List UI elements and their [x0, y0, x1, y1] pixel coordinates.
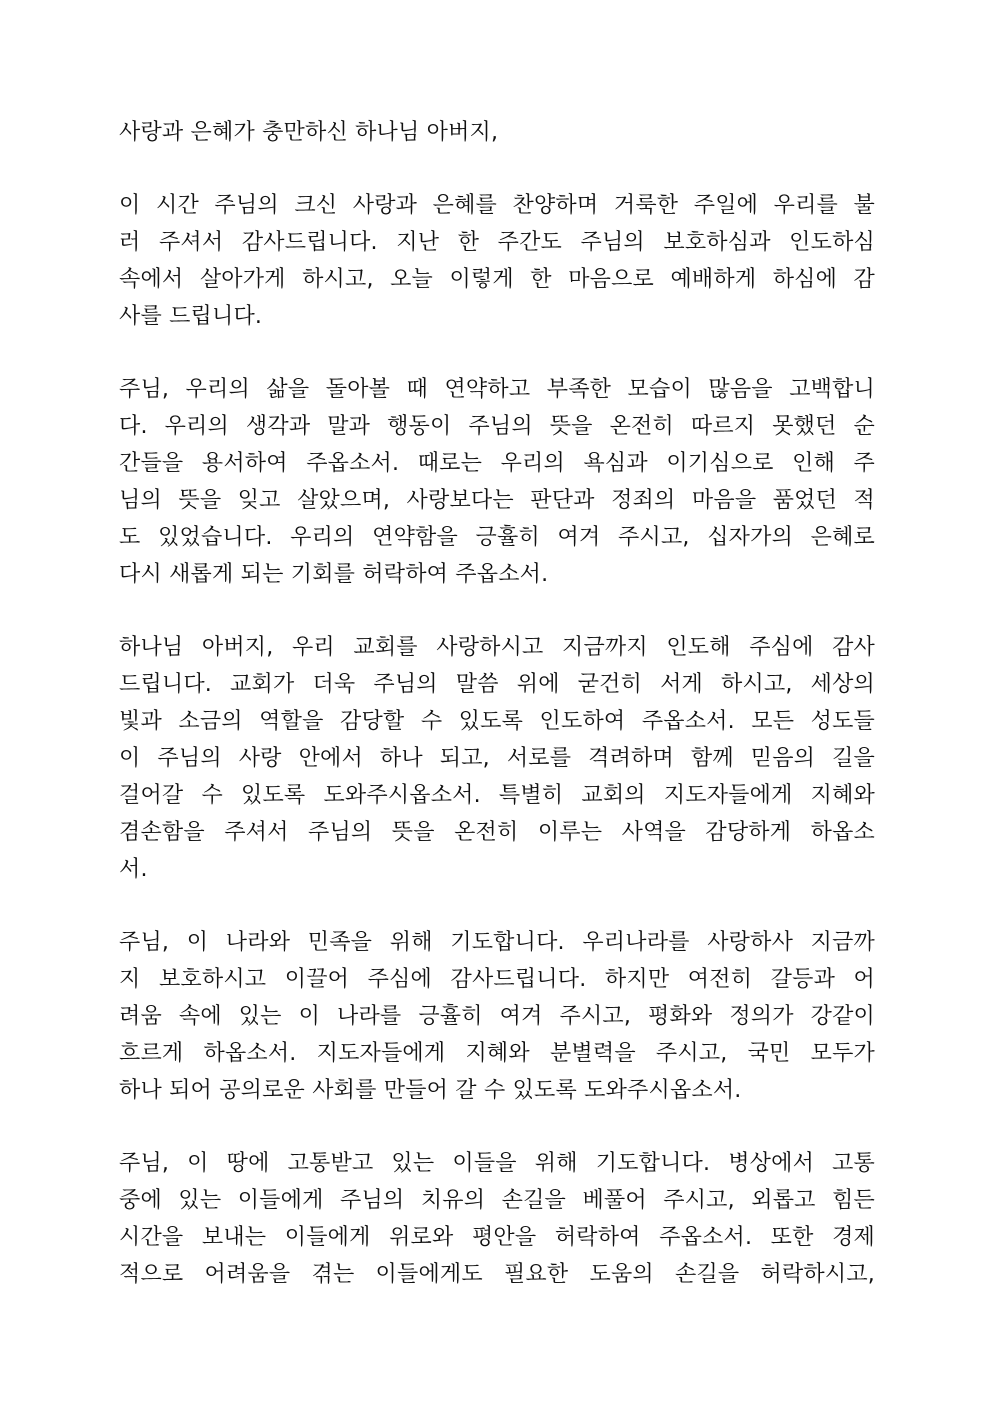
- paragraph-church: [119, 629, 875, 888]
- text-line: 다시 새롭게 되는 기회를 허락하여 주옵소서.: [119, 562, 549, 587]
- text-line: 님의 뜻을 잊고 살았으며, 사랑보다는 판단과 정죄의 마음을 품었던 적: [119, 488, 875, 513]
- text-line: 주님, 이 땅에 고통받고 있는 이들을 위해 기도합니다. 병상에서 고통: [119, 1151, 875, 1176]
- paragraph-confession: [119, 371, 875, 593]
- greeting-line: 사랑과 은혜가 충만하신 하나님 아버지,: [119, 120, 499, 145]
- text-line: 적으로 어려움을 겪는 이들에게도 필요한 도움의 손길을 허락하시고,: [119, 1262, 875, 1287]
- paragraph-suffering: [119, 1145, 875, 1293]
- paragraph-thanksgiving: [119, 187, 875, 335]
- paragraph-nation: [119, 924, 875, 1109]
- text-line: 이 시간 주님의 크신 사랑과 은혜를 찬양하며 거룩한 주일에 우리를 불: [119, 193, 875, 218]
- text-line: 러 주셔서 감사드립니다. 지난 한 주간도 주님의 보호하심과 인도하심: [119, 230, 875, 255]
- text-line: 시간을 보내는 이들에게 위로와 평안을 허락하여 주옵소서. 또한 경제: [119, 1225, 875, 1250]
- prayer-text: [119, 114, 875, 1329]
- text-line: 흐르게 하옵소서. 지도자들에게 지혜와 분별력을 주시고, 국민 모두가: [119, 1041, 875, 1066]
- text-line: 주님, 우리의 삶을 돌아볼 때 연약하고 부족한 모습이 많음을 고백합니: [119, 377, 875, 402]
- text-line: 도 있었습니다. 우리의 연약함을 긍휼히 여겨 주시고, 십자가의 은혜로: [119, 525, 875, 550]
- text-line: 서.: [119, 857, 148, 882]
- greeting-paragraph: [119, 114, 875, 151]
- text-line: 속에서 살아가게 하시고, 오늘 이렇게 한 마음으로 예배하게 하심에 감: [119, 267, 875, 292]
- text-line: 중에 있는 이들에게 주님의 치유의 손길을 베풀어 주시고, 외롭고 힘든: [119, 1188, 875, 1213]
- text-line: 드립니다. 교회가 더욱 주님의 말씀 위에 굳건히 서게 하시고, 세상의: [119, 672, 875, 697]
- text-line: 하나 되어 공의로운 사회를 만들어 갈 수 있도록 도와주시옵소서.: [119, 1078, 742, 1103]
- text-line: 겸손함을 주셔서 주님의 뜻을 온전히 이루는 사역을 감당하게 하옵소: [119, 820, 875, 845]
- text-line: 사를 드립니다.: [119, 304, 263, 329]
- text-line: 려움 속에 있는 이 나라를 긍휼히 여겨 주시고, 평화와 정의가 강같이: [119, 1004, 875, 1029]
- text-line: 주님, 이 나라와 민족을 위해 기도합니다. 우리나라를 사랑하사 지금까: [119, 930, 875, 955]
- text-line: 다. 우리의 생각과 말과 행동이 주님의 뜻을 온전히 따르지 못했던 순: [119, 414, 875, 439]
- text-line: 빛과 소금의 역할을 감당할 수 있도록 인도하여 주옵소서. 모든 성도들: [119, 709, 875, 734]
- text-line: 이 주님의 사랑 안에서 하나 되고, 서로를 격려하며 함께 믿음의 길을: [119, 746, 875, 771]
- text-line: 걸어갈 수 있도록 도와주시옵소서. 특별히 교회의 지도자들에게 지혜와: [119, 783, 875, 808]
- text-line: 지 보호하시고 이끌어 주심에 감사드립니다. 하지만 여전히 갈등과 어: [119, 967, 875, 992]
- text-line: 간들을 용서하여 주옵소서. 때로는 우리의 욕심과 이기심으로 인해 주: [119, 451, 875, 476]
- text-line: 하나님 아버지, 우리 교회를 사랑하시고 지금까지 인도해 주심에 감사: [119, 635, 875, 660]
